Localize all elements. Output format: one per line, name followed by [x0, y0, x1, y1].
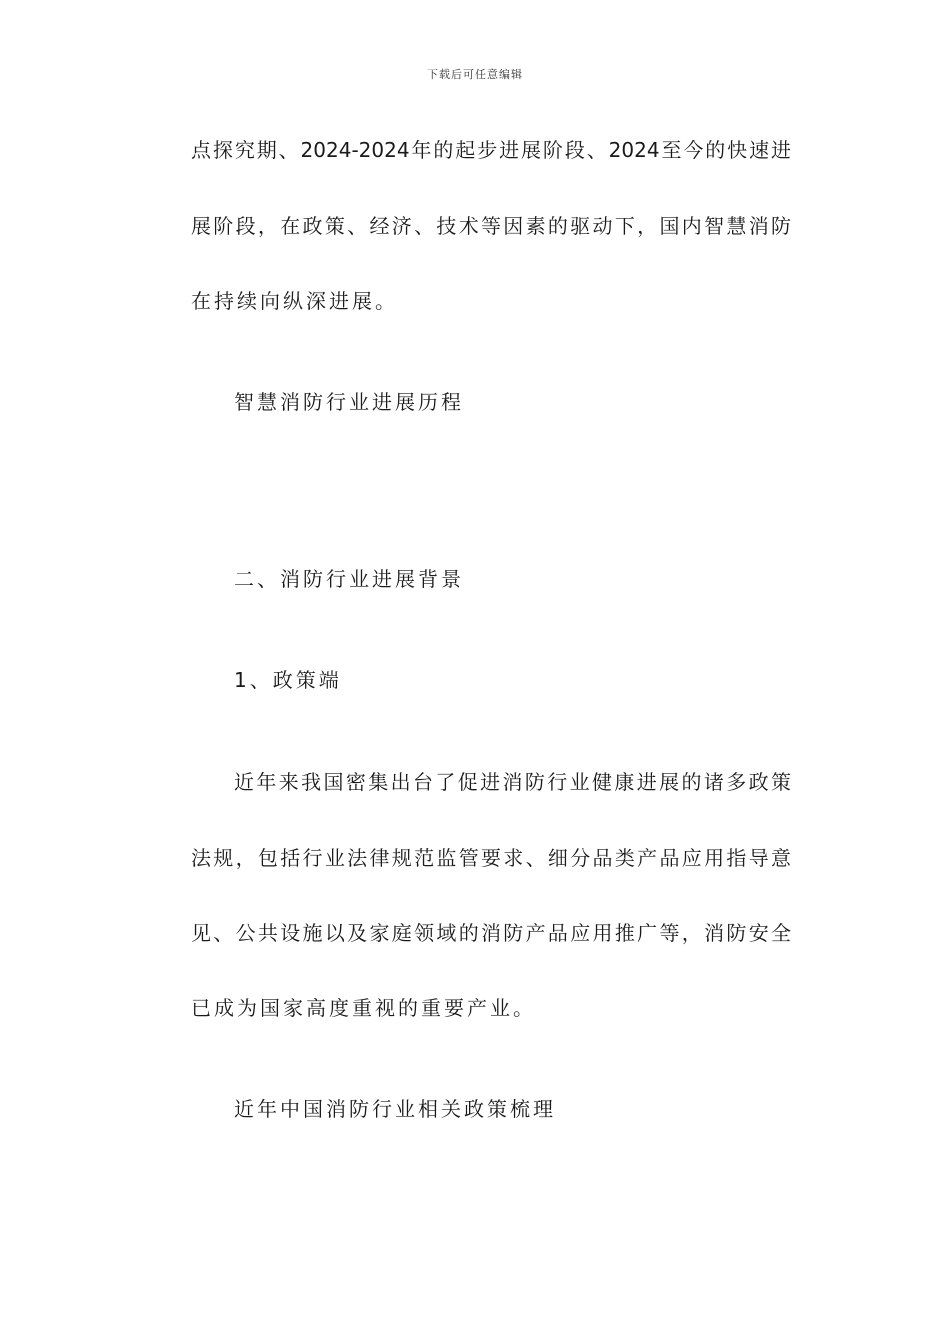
paragraph2-line-4: 已成为国家高度重视的重要产业。 [191, 996, 536, 1020]
section-heading-background: 二、消防行业进展背景 [234, 567, 464, 591]
figure-caption-policy-summary: 近年中国消防行业相关政策梳理 [234, 1097, 556, 1121]
paragraph1-line-3: 在持续向纵深进展。 [191, 289, 398, 313]
header-note: 下载后可任意编辑 [427, 68, 523, 81]
paragraph1-line-2: 展阶段，在政策、经济、技术等因素的驱动下，国内智慧消防 [191, 214, 791, 238]
paragraph2-line-3: 见、公共设施以及家庭领域的消防产品应用推广等，消防安全 [191, 921, 791, 945]
subsection-heading-policy: 1、政策端 [234, 668, 342, 692]
paragraph1-line-1: 点探究期、2024-2024年的起步进展阶段、2024至今的快速进 [191, 138, 791, 162]
paragraph2-line-1: 近年来我国密集出台了促进消防行业健康进展的诸多政策 [234, 770, 791, 794]
figure-caption-industry-history: 智慧消防行业进展历程 [234, 390, 464, 414]
paragraph2-line-2: 法规，包括行业法律规范监管要求、细分品类产品应用指导意 [191, 846, 791, 870]
